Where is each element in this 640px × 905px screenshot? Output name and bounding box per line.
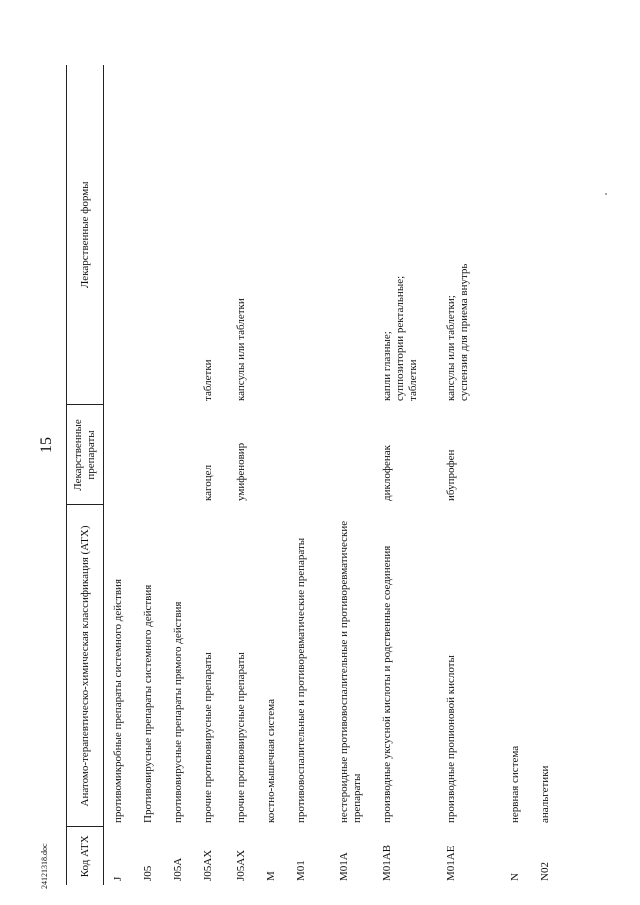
row-drug: кагоцел	[201, 464, 214, 501]
row-classification: Противовирусные препараты системного действия	[141, 584, 154, 823]
row-code: M01AB	[380, 844, 393, 881]
table-row	[194, 65, 227, 885]
row-classification: противомикробные препараты системного действия	[112, 579, 124, 823]
row-code: J05	[141, 865, 154, 881]
dosage-form: капсулы или таблетки	[234, 298, 247, 401]
file-label: 24121318.doc	[40, 843, 49, 889]
row-code: N	[508, 873, 521, 881]
dosage-form: таблетки	[406, 359, 419, 401]
row-code: J05AX	[234, 849, 247, 881]
table-body	[104, 65, 561, 885]
header-drugs: Лекарственные препараты	[67, 405, 104, 505]
row-forms	[437, 65, 501, 405]
row-code: J05AX	[201, 849, 214, 881]
table-row	[287, 65, 330, 885]
row-code: M01A	[337, 852, 350, 881]
row-forms	[164, 65, 194, 405]
row-drug	[257, 405, 287, 505]
row-classification: анальгетики	[538, 765, 551, 823]
table-row	[104, 65, 134, 885]
row-classification: производные уксусной кислоты и родственные соединения	[380, 545, 393, 823]
row-classification: противовирусные препараты прямого действия	[171, 601, 184, 823]
row-classification: прочие противовирусные препараты	[201, 652, 214, 823]
table-row	[501, 65, 531, 885]
row-classification: нервная система	[508, 745, 521, 823]
row-drug	[134, 405, 164, 505]
row-forms	[134, 65, 164, 405]
table-row	[531, 65, 561, 885]
row-forms	[287, 65, 330, 405]
row-classification: противовоспалительные и противоревматические препараты	[294, 537, 307, 823]
table-row	[164, 65, 194, 885]
atx-table	[66, 65, 561, 885]
row-drug: умифеновир	[234, 442, 247, 501]
row-drug: диклофенак	[380, 445, 393, 501]
row-forms	[257, 65, 287, 405]
dosage-form: суппозитории ректальные;	[393, 275, 406, 401]
row-code: M01	[294, 860, 307, 881]
dosage-form: капсулы или таблетки;	[444, 295, 457, 401]
row-drug: ибупрофен	[444, 449, 457, 501]
row-code: M01AE	[444, 845, 457, 881]
row-drug	[330, 405, 373, 505]
table-header-row	[67, 65, 104, 885]
row-forms	[373, 65, 437, 405]
row-classification: костно-мышечная система	[264, 699, 277, 823]
row-forms	[227, 65, 257, 405]
row-code: N02	[538, 862, 551, 881]
dosage-form: таблетки	[201, 359, 214, 401]
row-drug	[104, 405, 134, 505]
row-classification: нестероидные противовоспалительные и противоревматические препараты	[337, 520, 363, 823]
scan-dot	[605, 193, 607, 195]
row-drug	[287, 405, 330, 505]
header-classification: Анатомо-терапевтическо-химическая классификация (АТХ)	[67, 505, 104, 827]
row-classification: прочие противовирусные препараты	[234, 652, 247, 823]
header-code: Код АТХ	[67, 827, 104, 885]
row-forms	[330, 65, 373, 405]
table-row	[330, 65, 373, 885]
table-row	[437, 65, 501, 885]
row-drug	[531, 405, 561, 505]
row-forms	[194, 65, 227, 405]
page-number: 15	[38, 437, 55, 453]
row-forms	[104, 65, 134, 405]
table-row	[373, 65, 437, 885]
row-drug	[501, 405, 531, 505]
table-row	[134, 65, 164, 885]
header-forms: Лекарственные формы	[67, 65, 104, 405]
table-row	[227, 65, 257, 885]
row-code: J	[112, 876, 124, 881]
row-code: M	[264, 871, 277, 881]
row-drug	[164, 405, 194, 505]
row-forms	[501, 65, 531, 405]
table-row	[257, 65, 287, 885]
dosage-form: суспензия для приема внутрь	[457, 263, 470, 401]
row-forms	[531, 65, 561, 405]
row-classification: производные пропионовой кислоты	[444, 655, 457, 823]
dosage-form: капли глазные;	[380, 331, 393, 401]
row-code: J05A	[171, 857, 184, 881]
